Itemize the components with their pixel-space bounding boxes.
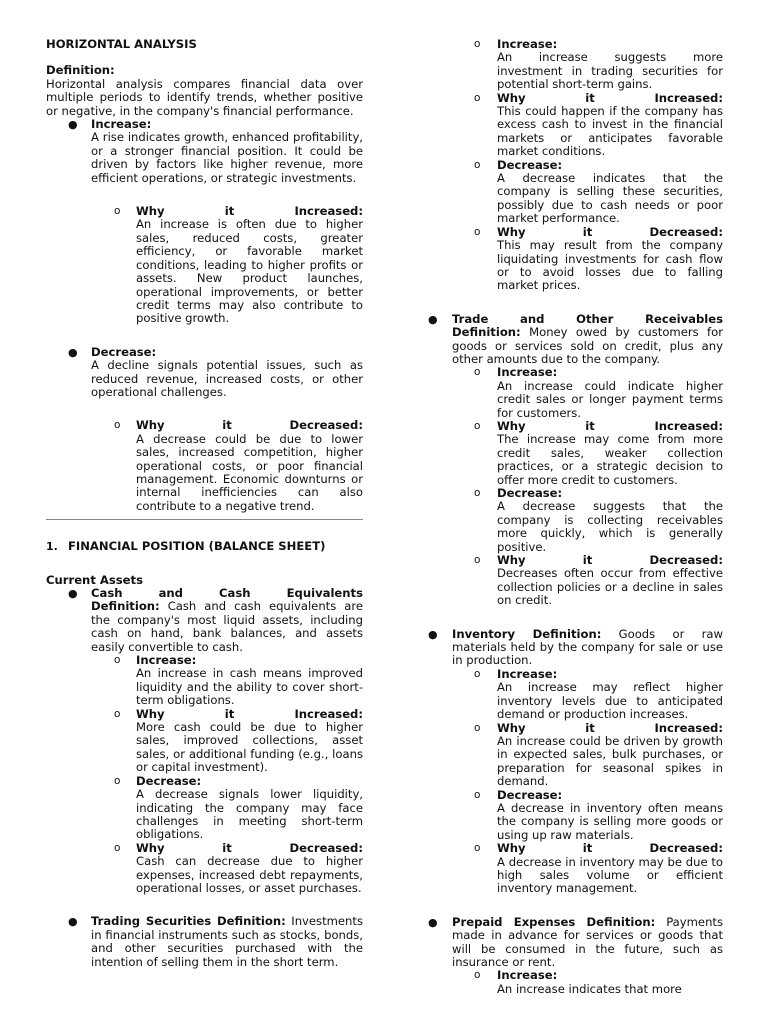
inv-decrease-item: o Decrease: A decrease in inventory often means the company is selling more goods or using up raw materials. — [474, 787, 723, 842]
circle-bullet-icon: o — [114, 419, 121, 432]
why-decreased-label: Why it Decreased: — [136, 418, 363, 433]
circle-bullet-icon: o — [114, 841, 121, 854]
why-increased-text: An increase is often due to higher sales, reduced costs, greater efficiency, or favorable market conditions, leading to higher profits or assets. New product launches, operational improvements, or better credit terms may also contribute to positive growth. — [136, 217, 363, 326]
inv-why-decreased-item: o Why it Decreased: A decrease in inventory may be due to high sales volume or efficient inventory management. — [474, 841, 723, 896]
ts-why-decreased-item: o Why it Decreased: This may result from the company liquidating investments for cash flow or to avoid losses due to falling market prices. — [474, 224, 723, 293]
trading-securities-item: ● Trading Securities Definition: Investments in financial instruments such as stocks, bonds, and other securities purchased with the intention of selling them in the short term. — [68, 914, 363, 969]
current-assets-heading: Current Assets — [46, 572, 143, 587]
bullet-icon: ● — [68, 118, 78, 132]
cash-increase-item: o Increase: An increase in cash means improved liquidity and the ability to cover short-term obligations. — [114, 653, 363, 708]
circle-bullet-icon: o — [114, 205, 121, 218]
cash-why-increased-item: o Why it Increased: More cash could be due to higher sales, improved collections, asset sales, or additional funding (e.g., loans or capital investment). — [114, 706, 363, 775]
why-increased-label: Why it Increased: — [136, 204, 363, 219]
receivables-item: ● Trade and Other Receivables Definition: Money owed by customers for goods or services sold on credit, plus any other amounts due to the company. — [428, 311, 724, 366]
circle-bullet-icon: o — [114, 654, 121, 667]
circle-bullet-icon: o — [474, 487, 481, 499]
cash-label: Cash and Cash Equivalents — [91, 586, 363, 600]
decrease-item — [46, 346, 363, 400]
circle-bullet-icon: o — [474, 969, 481, 982]
ts-decrease-item: o Decrease: A decrease indicates that the company is selling these securities, possibly due to cash needs or poor market performance. — [474, 157, 723, 226]
inv-why-increased-item: o Why it Increased: An increase could be driven by growth in expected sales, bulk purchases, or preparation for seasonal spikes in demand. — [474, 720, 723, 789]
circle-bullet-icon: o — [474, 842, 481, 855]
increase-item — [46, 118, 363, 185]
pre-increase-item: o Increase: An increase indicates that more — [474, 968, 682, 996]
bullet-icon: ● — [428, 627, 438, 641]
cash-decrease-item: o Decrease: A decrease signals lower liquidity, indicating the company may face challenges in meeting short-term obligations. — [114, 773, 363, 842]
ts-increase-item: o Increase: An increase suggests more investment in trading securities for potential short-term gains. — [474, 37, 723, 92]
inventory-item: ● Inventory Definition: Goods or raw materials held by the company for sale or use in production. — [428, 626, 723, 668]
circle-bullet-icon: o — [474, 91, 481, 104]
why-increased-item — [46, 205, 363, 326]
cash-item — [46, 587, 363, 654]
circle-bullet-icon: o — [474, 225, 481, 238]
circle-bullet-icon: o — [474, 667, 481, 680]
circle-bullet-icon: o — [474, 158, 481, 171]
ts-why-increased-item: o Why it Increased: This could happen if the company has excess cash to invest in the financial markets or anticipates favorable market conditions. — [474, 90, 723, 159]
rec-why-decreased-item: o Why it Decreased: Decreases often occur from effective collection policies or a decline in sales on credit. — [474, 553, 723, 608]
circle-bullet-icon: o — [474, 788, 481, 801]
bullet-icon: ● — [428, 915, 438, 929]
rec-why-increased-item: o Why it Increased: The increase may come from more credit sales, weaker collection practices, or a strategic decision to offer more credit to customers. — [474, 418, 723, 487]
inv-increase-item: o Increase: An increase may reflect higher inventory levels due to anticipated demand or production increases. — [474, 666, 723, 722]
bullet-icon: ● — [68, 345, 78, 359]
left-column — [46, 38, 363, 969]
right-column — [428, 38, 723, 996]
circle-bullet-icon: o — [114, 707, 121, 720]
increase-label: Increase: — [91, 117, 152, 132]
decrease-text: A decline signals potential issues, such as reduced revenue, increased costs, or other operational challenges. — [91, 358, 363, 399]
circle-bullet-icon: o — [114, 774, 121, 787]
rec-decrease-item: o Decrease: A decrease suggests that the company is collecting receivables more quickly, which is generally positive. — [474, 486, 723, 554]
why-decreased-text: A decrease could be due to lower sales, increased competition, higher operational costs, or poor financial management. Economic downturns or internal inefficiencies can also contribute to a negative trend. — [136, 431, 363, 513]
section-title: FINANCIAL POSITION (BALANCE SHEET) — [68, 539, 326, 554]
bullet-icon: ● — [68, 915, 78, 929]
cash-definition: Definition: Cash and cash equivalents are the company's most liquid assets, including cash on hand, bank balances, and assets easily convertible to cash. — [91, 599, 363, 654]
circle-bullet-icon: o — [474, 721, 481, 734]
section-heading: 1. FINANCIAL POSITION (BALANCE SHEET) — [46, 540, 363, 553]
bullet-icon: ● — [428, 312, 438, 326]
decrease-label: Decrease: — [91, 344, 157, 359]
page-title: HORIZONTAL ANALYSIS — [46, 37, 197, 51]
circle-bullet-icon: o — [474, 366, 481, 379]
definition-label: Definition: — [46, 63, 115, 78]
circle-bullet-icon: o — [474, 38, 481, 50]
definition-text: Horizontal analysis compares financial data over multiple periods to identify trends, whether positive or negative, in the company's financial performance. — [46, 76, 363, 118]
cash-why-decreased-item: o Why it Decreased: Cash can decrease due to higher expenses, increased debt repayments, operational losses, or asset purchases. — [114, 840, 363, 895]
why-decreased-item — [46, 419, 363, 513]
prepaid-item: ● Prepaid Expenses Definition: Payments made in advance for services or goods that will be consumed in the future, such as insurance or rent. — [428, 914, 723, 969]
bullet-icon: ● — [68, 587, 78, 600]
circle-bullet-icon: o — [474, 554, 481, 567]
increase-text: A rise indicates growth, enhanced profitability, or a stronger financial position. It could be driven by factors like higher revenue, more efficient operations, or strategic investments. — [91, 130, 363, 185]
circle-bullet-icon: o — [474, 419, 481, 432]
rec-increase-item: o Increase: An increase could indicate higher credit sales or longer payment terms for customers. — [474, 365, 723, 420]
